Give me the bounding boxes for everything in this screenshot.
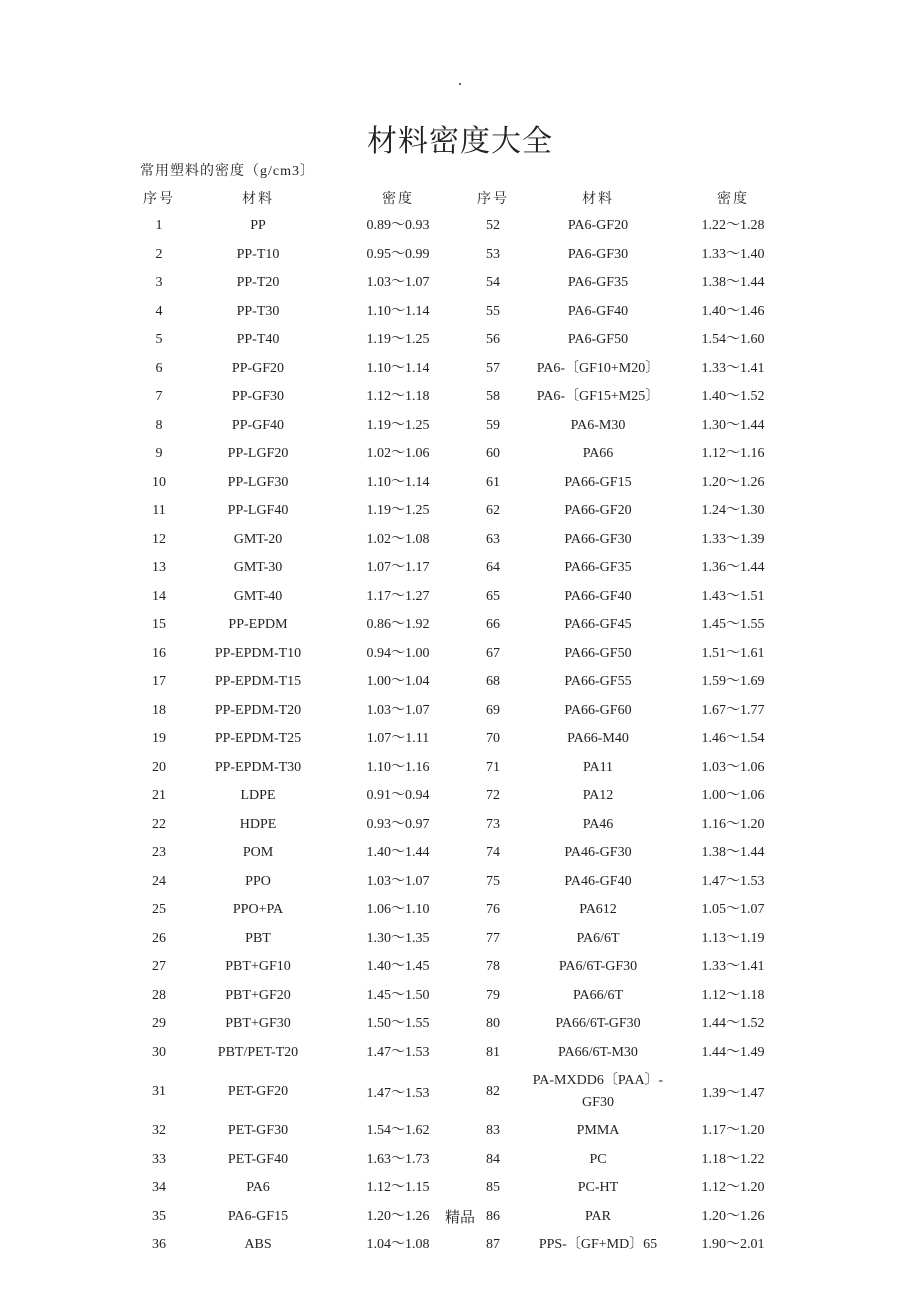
row-number-left: 7 [155, 389, 163, 405]
density-value-left: 1.12～1.15 [366, 1180, 430, 1195]
density-value-right: 1.67～1.77 [701, 702, 765, 718]
material-name-right: PA66-GF40 [564, 588, 632, 604]
row-number-right: 87 [486, 1237, 500, 1253]
density-value-left: 1.45～1.50 [366, 987, 430, 1003]
material-name-right: PA6-GF50 [567, 332, 629, 348]
density-value-right: 1.12～1.20 [701, 1180, 765, 1195]
table-row [130, 811, 788, 840]
material-name-right: PA66-GF45 [564, 617, 632, 633]
material-name-left: GMT-40 [233, 588, 283, 604]
material-name-left: ABS [244, 1237, 272, 1253]
table-row [130, 697, 788, 726]
table-row [130, 868, 788, 897]
density-value-left: 1.00～1.04 [366, 674, 430, 689]
table-row [130, 640, 788, 669]
row-number-left: 32 [152, 1123, 166, 1139]
row-number-right: 62 [486, 503, 500, 519]
row-number-left: 12 [152, 531, 166, 547]
table-row [130, 526, 788, 555]
table-row [130, 1010, 788, 1039]
table-row [130, 839, 788, 868]
material-name-right: PA6-GF35 [567, 275, 629, 291]
material-name-left: PA6-GF15 [227, 1208, 289, 1224]
density-value-left: 1.47～1.53 [366, 1086, 430, 1101]
material-name-left: PP-EPDM-T25 [214, 731, 302, 747]
table-row [130, 269, 788, 298]
density-value-right: 1.03～1.06 [701, 759, 765, 775]
header-density-left: 密度 [382, 191, 414, 207]
row-number-left: 30 [152, 1044, 166, 1060]
row-number-right: 60 [486, 446, 500, 462]
row-number-right: 53 [486, 246, 500, 262]
material-name-left: PP-T10 [236, 246, 280, 262]
row-number-left: 11 [152, 503, 166, 519]
row-number-right: 69 [486, 702, 500, 718]
table-row [130, 982, 788, 1011]
header-density-right: 密度 [717, 191, 749, 207]
material-name-left: PPO+PA [232, 902, 284, 918]
density-value-right: 1.18～1.22 [701, 1151, 765, 1167]
material-name-left: PP-LGF30 [227, 474, 289, 490]
density-value-right: 1.54～1.60 [701, 332, 765, 347]
density-value-left: 1.03～1.07 [366, 275, 430, 290]
row-number-right: 57 [486, 360, 500, 376]
density-value-right: 1.38～1.44 [701, 275, 765, 290]
row-number-left: 4 [155, 303, 163, 319]
row-number-left: 23 [152, 845, 166, 861]
header-mark: . [458, 72, 462, 89]
header-no-right: 序号 [477, 191, 509, 207]
material-name-left: PBT+GF10 [225, 959, 291, 975]
material-name-right: PA12 [582, 788, 614, 804]
row-number-right: 63 [486, 531, 500, 547]
row-number-left: 29 [152, 1016, 166, 1032]
row-number-right: 65 [486, 588, 500, 604]
density-value-left: 0.95～0.99 [366, 246, 430, 262]
row-number-left: 15 [152, 617, 166, 633]
table-row [130, 440, 788, 469]
material-name-right: PA66-GF20 [564, 503, 632, 519]
material-name-left: PP-T40 [236, 332, 280, 348]
density-value-left: 0.94～1.00 [366, 645, 430, 661]
row-number-right: 78 [486, 959, 500, 975]
row-number-left: 31 [152, 1084, 166, 1099]
row-number-left: 27 [152, 959, 166, 975]
material-name-right: PA46-GF30 [564, 845, 632, 861]
density-value-right: 1.13～1.19 [701, 930, 765, 946]
material-name-left: POM [242, 845, 274, 861]
material-name-left: PET-GF30 [227, 1123, 289, 1139]
material-name-left: PET-GF20 [227, 1084, 289, 1099]
density-value-left: 1.07～1.17 [366, 560, 430, 575]
material-name-right: PA6/6T-GF30 [558, 959, 638, 975]
density-value-right: 1.40～1.52 [701, 389, 765, 404]
material-name-right: PA46 [582, 816, 614, 832]
row-number-right: 54 [486, 275, 500, 291]
material-name-left: GMT-30 [233, 560, 283, 576]
material-name-right: PA6-〔GF15+M25〕 [536, 389, 660, 405]
row-number-right: 81 [486, 1044, 500, 1060]
density-value-left: 0.91～0.94 [366, 788, 430, 803]
row-number-right: 79 [486, 987, 500, 1003]
material-name-left: PP-GF30 [231, 389, 285, 405]
material-name-right: PA66-GF15 [564, 474, 632, 490]
density-value-left: 1.06～1.10 [366, 902, 430, 917]
density-value-left: 1.04～1.08 [366, 1237, 430, 1252]
material-name-right: PC [589, 1151, 607, 1167]
density-value-right: 1.38～1.44 [701, 845, 765, 860]
row-number-right: 86 [486, 1208, 500, 1224]
density-value-right: 1.46～1.54 [701, 731, 765, 746]
density-value-left: 1.17～1.27 [366, 588, 430, 604]
row-number-right: 85 [486, 1180, 500, 1196]
table-row [130, 554, 788, 583]
table-row [130, 782, 788, 811]
material-name-left: PP-EPDM-T30 [214, 759, 302, 775]
row-number-right: 72 [486, 788, 500, 804]
material-name-right: PAR [585, 1208, 611, 1224]
material-name-left: PP [250, 218, 266, 234]
material-name-left: GMT-20 [233, 531, 283, 547]
row-number-left: 19 [152, 731, 166, 747]
table-row [130, 1039, 788, 1068]
row-number-right: 82 [486, 1084, 500, 1099]
header-material-right: 材料 [582, 191, 614, 207]
density-value-left: 1.40～1.45 [366, 959, 430, 974]
row-number-left: 34 [152, 1180, 166, 1196]
material-name-right: PPS-〔GF+MD〕65 [538, 1237, 658, 1253]
density-value-left: 1.02～1.08 [366, 531, 430, 547]
row-number-left: 35 [152, 1208, 166, 1224]
density-value-right: 1.47～1.53 [701, 873, 765, 889]
material-name-right: PA66/6T [572, 987, 624, 1003]
material-name-left: PP-LGF40 [227, 503, 289, 519]
material-name-right: PA66-GF30 [564, 531, 632, 547]
row-number-right: 84 [486, 1151, 500, 1167]
row-number-left: 26 [152, 930, 166, 946]
density-value-right: 1.20～1.26 [701, 474, 765, 490]
row-number-left: 25 [152, 902, 166, 918]
density-value-right: 1.36～1.44 [701, 560, 765, 575]
material-name-right: PA66-GF60 [564, 702, 632, 718]
row-number-left: 17 [152, 674, 166, 690]
material-name-left: PBT [245, 930, 271, 946]
table-row [130, 241, 788, 270]
density-value-left: 1.10～1.14 [366, 474, 430, 490]
material-name-left: PBT+GF20 [225, 987, 291, 1003]
density-value-left: 1.19～1.25 [366, 503, 430, 518]
density-value-right: 1.05～1.07 [701, 902, 765, 917]
material-name-right: PA612 [579, 902, 617, 918]
row-number-right: 55 [486, 303, 500, 319]
row-number-left: 24 [152, 873, 166, 889]
row-number-left: 28 [152, 987, 166, 1003]
table-row [130, 896, 788, 925]
row-number-right: 68 [486, 674, 500, 690]
row-number-right: 61 [486, 474, 500, 490]
density-value-right: 1.30～1.44 [701, 417, 765, 433]
density-value-left: 1.50～1.55 [366, 1016, 430, 1031]
material-name-left: PPO [245, 873, 271, 889]
table-row [130, 1231, 788, 1260]
material-name-left: PBT+GF30 [225, 1016, 291, 1032]
table-row [130, 1174, 788, 1203]
density-value-left: 0.93～0.97 [366, 816, 430, 832]
row-number-left: 13 [152, 560, 166, 576]
density-value-right: 1.00～1.06 [701, 788, 765, 803]
density-value-left: 1.19～1.25 [366, 417, 430, 433]
row-number-left: 36 [152, 1237, 166, 1253]
row-number-right: 52 [486, 218, 500, 234]
header-no-left: 序号 [143, 191, 175, 207]
density-value-right: 1.17～1.20 [701, 1123, 765, 1138]
row-number-left: 22 [152, 816, 166, 832]
material-name-right: PMMA [576, 1123, 620, 1139]
material-name-left: PP-GF40 [231, 417, 285, 433]
material-name-right: PA11 [582, 759, 614, 775]
row-number-right: 76 [486, 902, 500, 918]
material-name-left: HDPE [239, 816, 277, 832]
row-number-left: 1 [155, 218, 163, 234]
density-value-right: 1.33～1.39 [701, 531, 765, 547]
density-value-right: 1.22～1.28 [701, 218, 765, 233]
material-name-right: PA6-〔GF10+M20〕 [536, 360, 660, 376]
table-row [130, 298, 788, 327]
density-value-left: 1.63～1.73 [366, 1151, 430, 1167]
density-value-right: 1.16～1.20 [701, 816, 765, 832]
row-number-right: 67 [486, 645, 500, 661]
density-value-left: 1.12～1.18 [366, 389, 430, 404]
table-caption: 常用塑料的密度（g/cm3〕 [140, 164, 315, 179]
density-value-right: 1.33～1.41 [701, 959, 765, 974]
table-row [130, 383, 788, 412]
row-number-left: 18 [152, 702, 166, 718]
material-name-right: PA66-GF50 [564, 645, 632, 661]
density-value-left: 1.10～1.14 [366, 303, 430, 319]
table-header-row [130, 183, 788, 212]
density-value-left: 1.20～1.26 [366, 1208, 430, 1224]
table-row [130, 754, 788, 783]
footer-label: 精品 [444, 1210, 475, 1226]
row-number-right: 56 [486, 332, 500, 348]
table-row [130, 1067, 788, 1117]
row-number-left: 21 [152, 788, 166, 804]
material-name-right: PA66-GF35 [564, 560, 632, 576]
row-number-right: 59 [486, 417, 500, 433]
table-row [130, 497, 788, 526]
table-row [130, 668, 788, 697]
row-number-left: 8 [155, 417, 163, 433]
header-material-left: 材料 [242, 191, 274, 207]
density-value-right: 1.51～1.61 [701, 645, 765, 661]
material-name-right: PA6-GF30 [567, 246, 629, 262]
material-name-right: PA66-GF55 [564, 674, 632, 690]
density-table [130, 183, 788, 1260]
row-number-right: 58 [486, 389, 500, 405]
density-value-right: 1.45～1.55 [701, 617, 765, 632]
density-value-left: 1.19～1.25 [366, 332, 430, 347]
table-row [130, 725, 788, 754]
material-name-left: PP-EPDM [228, 617, 288, 633]
material-name-right: PA66-M40 [567, 731, 629, 747]
material-name-left: PP-EPDM-T15 [214, 674, 302, 690]
material-name-left: PP-T20 [236, 275, 280, 291]
row-number-left: 16 [152, 645, 166, 661]
table-row [130, 469, 788, 498]
material-name-left: PP-T30 [236, 303, 280, 319]
row-number-left: 14 [152, 588, 166, 604]
density-value-left: 1.10～1.14 [366, 360, 430, 376]
material-name-right: PA6/6T [576, 930, 620, 946]
row-number-left: 2 [155, 246, 163, 262]
table-row [130, 953, 788, 982]
row-number-right: 80 [486, 1016, 500, 1032]
material-name-right: PA46-GF40 [564, 873, 632, 889]
material-name-left: PP-GF20 [231, 360, 285, 376]
row-number-right: 70 [486, 731, 500, 747]
density-value-left: 0.89～0.93 [366, 218, 430, 233]
row-number-left: 10 [152, 474, 166, 490]
density-value-right: 1.33～1.40 [701, 246, 765, 262]
table-row [130, 326, 788, 355]
row-number-right: 74 [486, 845, 500, 861]
page-title: 材料密度大全 [367, 125, 553, 158]
material-name-left: PBT/PET-T20 [217, 1044, 299, 1060]
density-value-right: 1.40～1.46 [701, 303, 765, 319]
material-name-right: PA-MXDD6〔PAA〕-GF30 [532, 1073, 664, 1110]
row-number-right: 64 [486, 560, 500, 576]
density-value-right: 1.24～1.30 [701, 503, 765, 518]
material-name-right: PA66/6T-GF30 [555, 1016, 641, 1032]
row-number-left: 20 [152, 759, 166, 775]
density-value-left: 1.03～1.07 [366, 702, 430, 718]
row-number-left: 5 [155, 332, 163, 348]
density-value-right: 1.12～1.18 [701, 987, 765, 1003]
table-row [130, 212, 788, 241]
row-number-right: 77 [486, 930, 500, 946]
row-number-right: 71 [486, 759, 500, 775]
density-value-left: 1.07～1.11 [366, 731, 430, 746]
material-name-left: PET-GF40 [227, 1151, 289, 1167]
material-name-left: LDPE [240, 788, 276, 804]
density-value-left: 1.10～1.16 [366, 759, 430, 775]
material-name-left: PA6 [246, 1180, 270, 1196]
material-name-right: PA66/6T-M30 [558, 1044, 638, 1060]
density-value-right: 1.43～1.51 [701, 588, 765, 604]
row-number-right: 73 [486, 816, 500, 832]
density-value-left: 1.40～1.44 [366, 845, 430, 860]
material-name-left: PP-EPDM-T10 [214, 645, 302, 661]
table-row [130, 355, 788, 384]
row-number-left: 6 [155, 360, 163, 376]
material-name-left: PP-EPDM-T20 [214, 702, 302, 718]
table-row [130, 925, 788, 954]
density-value-left: 1.30～1.35 [366, 930, 430, 946]
table-row [130, 412, 788, 441]
density-value-right: 1.33～1.41 [701, 360, 765, 376]
material-name-right: PA6-GF20 [567, 218, 629, 234]
density-value-right: 1.44～1.52 [701, 1016, 765, 1031]
row-number-right: 83 [486, 1123, 500, 1139]
row-number-left: 9 [155, 446, 163, 462]
density-value-right: 1.44～1.49 [701, 1044, 765, 1060]
density-value-left: 1.47～1.53 [366, 1044, 430, 1060]
material-name-right: PC-HT [577, 1180, 619, 1196]
density-value-left: 1.54～1.62 [366, 1123, 430, 1138]
density-value-left: 1.03～1.07 [366, 873, 430, 889]
material-name-right: PA6-M30 [570, 417, 626, 433]
density-value-right: 1.90～2.01 [701, 1237, 765, 1252]
material-name-right: PA66 [582, 446, 614, 462]
row-number-left: 3 [155, 275, 163, 291]
density-value-left: 0.86～1.92 [366, 617, 430, 632]
table-row [130, 1117, 788, 1146]
density-value-right: 1.59～1.69 [701, 674, 765, 689]
row-number-right: 75 [486, 873, 500, 889]
density-value-right: 1.12～1.16 [701, 446, 765, 461]
density-value-right: 1.39～1.47 [701, 1086, 765, 1101]
density-value-right: 1.20～1.26 [701, 1208, 765, 1224]
table-row [130, 583, 788, 612]
material-name-right: PA6-GF40 [567, 303, 629, 319]
row-number-left: 33 [152, 1151, 166, 1167]
row-number-right: 66 [486, 617, 500, 633]
table-row [130, 1146, 788, 1175]
material-name-left: PP-LGF20 [227, 446, 289, 462]
table-row [130, 611, 788, 640]
density-value-left: 1.02～1.06 [366, 446, 430, 461]
